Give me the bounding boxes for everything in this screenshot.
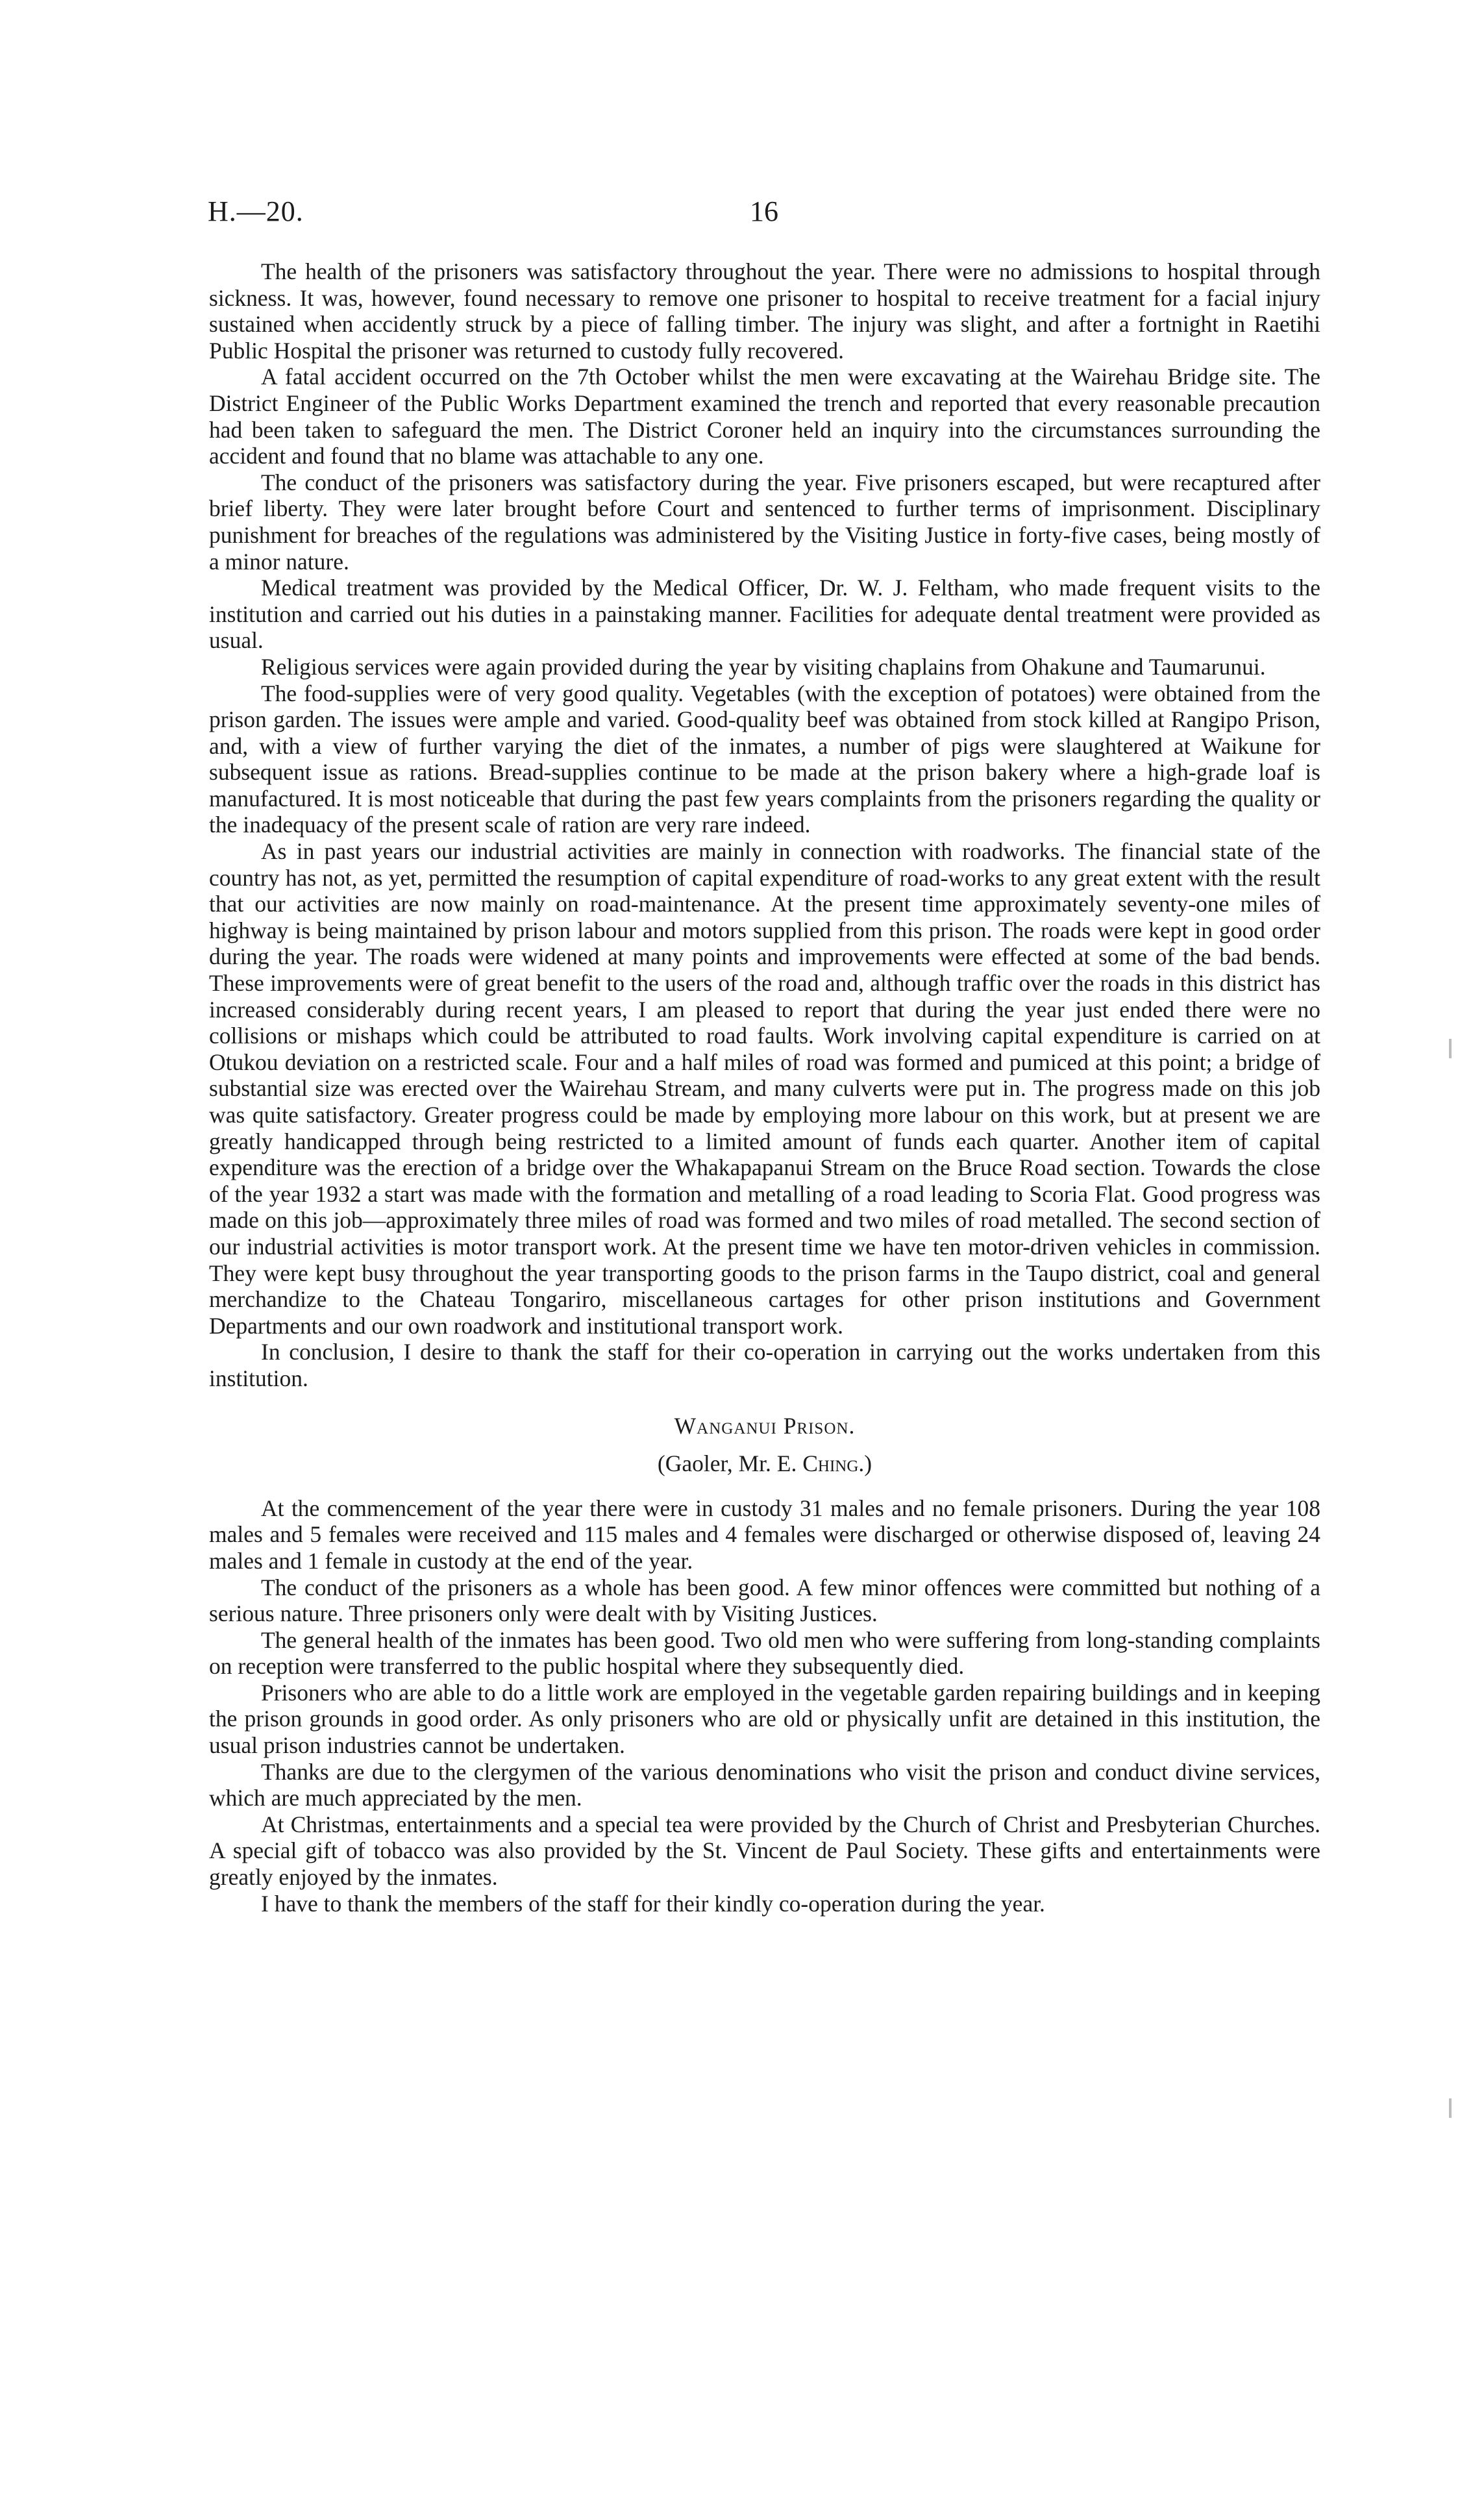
paragraph-custody: At the commencement of the year there were in custody 31 males and no female prisoners. During the year 108 males and 5 females were received and 115 males and 4 females were discharged or otherwise disposed of, leaving 24 males and 1 female in custody at the end of the year. bbox=[209, 1495, 1320, 1574]
section-subtitle bbox=[209, 1450, 1320, 1477]
subtitle-suffix: .) bbox=[858, 1450, 872, 1477]
paragraph-health: The health of the prisoners was satisfactory throughout the year. There were no admissions to hospital through sickness. It was, however, found necessary to remove one prisoner to hospital to receive treatment for a facial injury sustained when accidently struck by a piece of falling timber. The injury was slight, and after a fortnight in Raetihi Public Hospital the prisoner was returned to custody fully recovered. bbox=[209, 258, 1320, 364]
paragraph-religious: Religious services were again provided during the year by visiting chaplains from Ohakune and Taumarunui. bbox=[261, 653, 1266, 680]
scan-margin-mark bbox=[1449, 2098, 1452, 2118]
document-reference: H.—20. bbox=[208, 195, 304, 227]
paragraph-clergy: Thanks are due to the clergymen of the various denominations who visit the prison and conduct divine services, which are much appreciated by the men. bbox=[209, 1758, 1320, 1811]
gaoler-name: Ching bbox=[802, 1450, 859, 1477]
paragraph-wanganui-health: The general health of the inmates has been good. Two old men who were suffering from long-standing complaints on reception were transferred to the public hospital where they subsequently died. bbox=[209, 1626, 1320, 1680]
paragraph-conclusion: In conclusion, I desire to thank the staff for their co-operation in carrying out the works undertaken from this institution. bbox=[209, 1339, 1320, 1391]
paragraph-thanks: I have to thank the members of the staff for their kindly co-operation during the year. bbox=[261, 1890, 1045, 1917]
paragraph-food: The food-supplies were of very good quality. Vegetables (with the exception of potatoes) were obtained from the prison garden. The issues were ample and varied. Good-quality beef was obtained from stock killed at Rangipo Prison, and, with a view of further varying the diet of the inmates, a number of pigs were slaughtered at Waikune for subsequent issue as rations. Bread-supplies continue to be made at the prison bakery where a high-grade loaf is manufactured. It is most noticeable that during the past few years complaints from the prisoners regarding the quality or the inadequacy of the present scale of ration are very rare indeed. bbox=[209, 680, 1320, 838]
paragraph-wanganui-conduct: The conduct of the prisoners as a whole has been good. A few minor offences were committed but nothing of a serious nature. Three prisoners only were dealt with by Visiting Justices. bbox=[209, 1574, 1320, 1627]
paragraph-conduct: The conduct of the prisoners was satisfactory during the year. Five prisoners escaped, but were recaptured after brief liberty. They were later brought before Court and sentenced to further terms of imprisonment. Disciplinary punishment for breaches of the regulations was administered by the Visiting Justice in forty-five cases, being mostly of a minor nature. bbox=[209, 469, 1320, 575]
paragraph-industrial: As in past years our industrial activities are mainly in connection with roadworks. The financial state of the country has not, as yet, permitted the resumption of capital expenditure of road-works to any great extent with the result that our activities are now mainly on road-maintenance. At the present time approximately seventy-one miles of highway is being maintained by prison labour and motors supplied from this prison. The roads were kept in good order during the year. The roads were widened at many points and improvements were effected at some of the bad bends. These improvements were of great benefit to the users of the road and, although traffic over the roads in this district has increased considerably during recent years, I am pleased to report that during the year just ended there were no collisions or mishaps which could be attributed to road faults. Work involving capital expenditure is carried on at Otukou deviation on a restricted scale. Four and a half miles of road was formed and pumiced at this point; a bridge of substantial size was erected over the Wairehau Stream, and many culverts were put in. The progress made on this job was quite satisfactory. Greater progress could be made by employing more labour on this work, but at present we are greatly handicapped through being restricted to a limited amount of funds each quarter. Another item of capital expenditure was the erection of a bridge over the Whakapapanui Stream on the Bruce Road section. Towards the close of the year 1932 a start was made with the formation and metalling of a road leading to Scoria Flat. Good progress was made on this job—approximately three miles of road was formed and two miles of road metalled. The second section of our industrial activities is motor transport work. At the present time we have ten motor-driven vehicles in commission. They were kept busy throughout the year transporting goods to the prison farms in the Taupo district, coal and general merchandize to the Chateau Tongariro, miscellaneous cartages for other prison institutions and Government Departments and our own roadwork and institutional transport work. bbox=[209, 838, 1320, 1339]
subtitle-prefix: (Gaoler, Mr. E. bbox=[657, 1450, 803, 1477]
paragraph-christmas: At Christmas, entertainments and a special tea were provided by the Church of Christ and Presbyterian Churches. A special gift of tobacco was also provided by the St. Vincent de Paul Society. These gifts and entertainments were greatly enjoyed by the inmates. bbox=[209, 1811, 1320, 1891]
report-body bbox=[209, 258, 1320, 1917]
section-title: Wanganui Prison. bbox=[674, 1412, 856, 1439]
scan-margin-mark bbox=[1449, 1039, 1452, 1058]
paragraph-medical: Medical treatment was provided by the Medical Officer, Dr. W. J. Feltham, who made frequent visits to the institution and carried out his duties in a painstaking manner. Facilities for adequate dental treatment were provided as usual. bbox=[209, 575, 1320, 654]
paragraph-work: Prisoners who are able to do a little work are employed in the vegetable garden repairing buildings and in keeping the prison grounds in good order. As only prisoners who are old or physically unfit are detained in this institution, the usual prison industries cannot be undertaken. bbox=[209, 1679, 1320, 1759]
paragraph-fatal-accident: A fatal accident occurred on the 7th October whilst the men were excavating at the Wairehau Bridge site. The District Engineer of the Public Works Department examined the trench and reported that every reasonable precaution had been taken to safeguard the men. The District Coroner held an inquiry into the circumstances surrounding the accident and found that no blame was attachable to any one. bbox=[209, 364, 1320, 469]
page-number: 16 bbox=[750, 195, 778, 227]
page-header bbox=[208, 195, 1311, 234]
